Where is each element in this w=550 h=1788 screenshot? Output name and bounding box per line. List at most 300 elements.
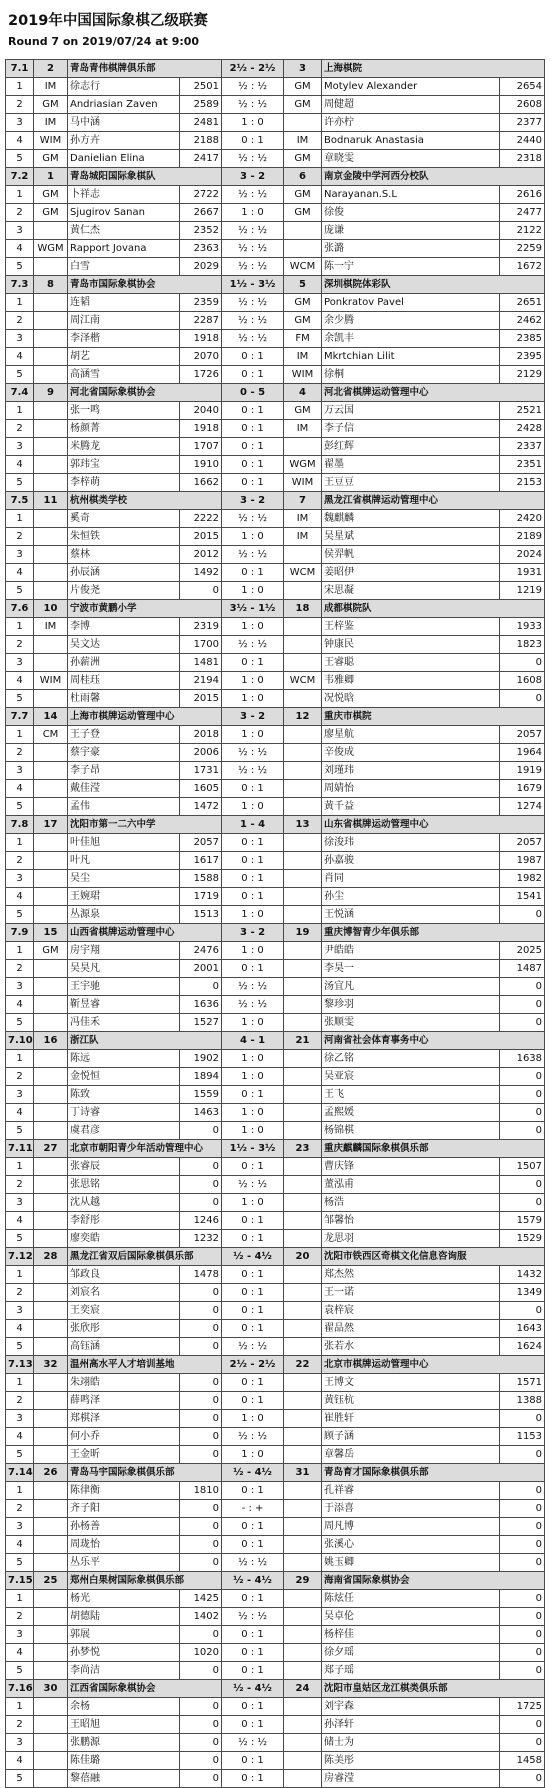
player1-title xyxy=(34,348,68,366)
player2-title xyxy=(284,1518,322,1536)
player1-rating: 1402 xyxy=(180,1608,222,1626)
player2-name: 章馨岳 xyxy=(322,1446,500,1464)
match-header-row xyxy=(6,1356,545,1374)
player1-title xyxy=(34,1536,68,1554)
player1-name: Andriasian Zaven xyxy=(68,96,180,114)
board-number: 1 xyxy=(6,726,34,744)
team1-number: 30 xyxy=(34,1680,68,1698)
player2-title xyxy=(284,1770,322,1788)
player1-name: 孙薪洲 xyxy=(68,654,180,672)
player1-rating: 1527 xyxy=(180,1014,222,1032)
board-row xyxy=(6,528,545,546)
player2-title xyxy=(284,1050,322,1068)
board-number: 4 xyxy=(6,996,34,1014)
player2-rating: 0 xyxy=(500,1608,545,1626)
player1-title xyxy=(34,1212,68,1230)
player1-title xyxy=(34,1482,68,1500)
team2-number: 3 xyxy=(284,60,322,78)
player2-name: 翟品然 xyxy=(322,1320,500,1338)
player2-title: WCM xyxy=(284,564,322,582)
board-result: 1 : 0 xyxy=(222,1194,284,1212)
player2-title xyxy=(284,1284,322,1302)
player1-name: 王子登 xyxy=(68,726,180,744)
player1-rating: 1707 xyxy=(180,438,222,456)
player1-rating: 2188 xyxy=(180,132,222,150)
player2-title xyxy=(284,1212,322,1230)
player2-title: WIM xyxy=(284,474,322,492)
board-row xyxy=(6,330,545,348)
board-row xyxy=(6,114,545,132)
player1-rating: 0 xyxy=(180,1392,222,1410)
player1-rating: 1662 xyxy=(180,474,222,492)
player1-rating: 2057 xyxy=(180,834,222,852)
player2-name: 王博文 xyxy=(322,1374,500,1392)
player1-title xyxy=(34,474,68,492)
player1-rating: 1719 xyxy=(180,888,222,906)
player2-rating: 0 xyxy=(500,1104,545,1122)
player2-rating: 0 xyxy=(500,1644,545,1662)
player1-name: 吴文达 xyxy=(68,636,180,654)
player2-title xyxy=(284,888,322,906)
player2-rating: 1919 xyxy=(500,762,545,780)
team1-number: 26 xyxy=(34,1464,68,1482)
player2-title: GM xyxy=(284,96,322,114)
match-score: 3 - 2 xyxy=(222,492,284,510)
board-number: 1 xyxy=(6,1590,34,1608)
match-number: 7.2 xyxy=(6,168,34,186)
player1-name: 丛源泉 xyxy=(68,906,180,924)
board-row xyxy=(6,366,545,384)
player2-name: 姚玉卿 xyxy=(322,1554,500,1572)
player1-rating: 2589 xyxy=(180,96,222,114)
team2-name: 山东省棋牌运动管理中心 xyxy=(322,816,545,834)
player2-title xyxy=(284,618,322,636)
player1-title xyxy=(34,1158,68,1176)
player2-name: 魏麒麟 xyxy=(322,510,500,528)
player1-rating: 1636 xyxy=(180,996,222,1014)
player1-title xyxy=(34,402,68,420)
team1-number: 1 xyxy=(34,168,68,186)
board-number: 4 xyxy=(6,348,34,366)
player1-name: 王婉珺 xyxy=(68,888,180,906)
board-row xyxy=(6,1302,545,1320)
player1-rating: 1731 xyxy=(180,762,222,780)
player2-rating: 1458 xyxy=(500,1752,545,1770)
player1-title xyxy=(34,438,68,456)
board-result: ½ : ½ xyxy=(222,636,284,654)
player1-rating: 0 xyxy=(180,1626,222,1644)
player2-name: 龙思羽 xyxy=(322,1230,500,1248)
player1-rating: 0 xyxy=(180,1338,222,1356)
board-number: 5 xyxy=(6,1554,34,1572)
board-row xyxy=(6,564,545,582)
player2-title xyxy=(284,1590,322,1608)
player1-rating: 1810 xyxy=(180,1482,222,1500)
player1-rating: 0 xyxy=(180,1662,222,1680)
board-result: ½ : ½ xyxy=(222,744,284,762)
player2-name: 房睿滢 xyxy=(322,1770,500,1788)
player2-rating: 1541 xyxy=(500,888,545,906)
board-number: 1 xyxy=(6,510,34,528)
player1-name: 张鹏源 xyxy=(68,1734,180,1752)
player2-rating: 1638 xyxy=(500,1050,545,1068)
player1-name: 周江南 xyxy=(68,312,180,330)
player1-title xyxy=(34,834,68,852)
board-row xyxy=(6,1626,545,1644)
player2-title xyxy=(284,1392,322,1410)
board-result: 0 : 1 xyxy=(222,1284,284,1302)
team2-name: 重庆麒麟国际象棋俱乐部 xyxy=(322,1140,545,1158)
team2-number: 21 xyxy=(284,1032,322,1050)
board-number: 3 xyxy=(6,1518,34,1536)
board-result: 0 : 1 xyxy=(222,1392,284,1410)
team2-number: 7 xyxy=(284,492,322,510)
board-result: ½ : ½ xyxy=(222,978,284,996)
match-header-row xyxy=(6,168,545,186)
board-row xyxy=(6,258,545,276)
player1-rating: 0 xyxy=(180,978,222,996)
player1-rating: 1463 xyxy=(180,1104,222,1122)
board-number: 4 xyxy=(6,1752,34,1770)
player1-name: 吴尘 xyxy=(68,870,180,888)
player1-name: 邹政良 xyxy=(68,1266,180,1284)
player2-title xyxy=(284,1500,322,1518)
player2-rating: 1679 xyxy=(500,780,545,798)
team1-number: 8 xyxy=(34,276,68,294)
match-score: ½ - 4½ xyxy=(222,1248,284,1266)
board-row xyxy=(6,150,545,168)
player2-name: 辛俊成 xyxy=(322,744,500,762)
player2-name: 王悦涵 xyxy=(322,906,500,924)
match-score: 1 - 4 xyxy=(222,816,284,834)
player2-name: 汤宜凡 xyxy=(322,978,500,996)
player2-rating: 0 xyxy=(500,1176,545,1194)
player1-title xyxy=(34,1770,68,1788)
player1-title: CM xyxy=(34,726,68,744)
board-result: 0 : 1 xyxy=(222,564,284,582)
board-number: 4 xyxy=(6,456,34,474)
match-number: 7.6 xyxy=(6,600,34,618)
player2-title: FM xyxy=(284,330,322,348)
player1-title: WIM xyxy=(34,672,68,690)
player2-rating: 2024 xyxy=(500,546,545,564)
board-result: ½ : ½ xyxy=(222,1734,284,1752)
player1-name: 虞君彦 xyxy=(68,1122,180,1140)
player1-name: 郭展 xyxy=(68,1626,180,1644)
player2-name: Bodnaruk Anastasia xyxy=(322,132,500,150)
player1-rating: 2417 xyxy=(180,150,222,168)
board-result: ½ : ½ xyxy=(222,1428,284,1446)
team2-name: 黑龙江省棋牌运动管理中心 xyxy=(322,492,545,510)
team1-number: 32 xyxy=(34,1356,68,1374)
board-result: ½ : ½ xyxy=(222,222,284,240)
player1-rating: 0 xyxy=(180,1428,222,1446)
board-result: ½ : ½ xyxy=(222,1176,284,1194)
board-row xyxy=(6,1428,545,1446)
player1-rating: 0 xyxy=(180,1698,222,1716)
board-number: 1 xyxy=(6,294,34,312)
board-row xyxy=(6,654,545,672)
board-result: ½ : ½ xyxy=(222,510,284,528)
player1-rating: 1700 xyxy=(180,636,222,654)
team2-name: 上海棋院 xyxy=(322,60,545,78)
player1-title xyxy=(34,1734,68,1752)
player1-name: Sjugirov Sanan xyxy=(68,204,180,222)
board-result: 0 : 1 xyxy=(222,1320,284,1338)
board-result: ½ : ½ xyxy=(222,294,284,312)
team1-name: 沈阳市第一二六中学 xyxy=(68,816,222,834)
player2-name: 孙泽轩 xyxy=(322,1716,500,1734)
player1-rating: 2501 xyxy=(180,78,222,96)
player1-name: 王奕宸 xyxy=(68,1302,180,1320)
match-score: 0 - 5 xyxy=(222,384,284,402)
match-header-row xyxy=(6,600,545,618)
team1-name: 青岛马宇国际象棋俱乐部 xyxy=(68,1464,222,1482)
team1-number: 28 xyxy=(34,1248,68,1266)
board-number: 2 xyxy=(6,960,34,978)
match-number: 7.1 xyxy=(6,60,34,78)
player2-title xyxy=(284,1266,322,1284)
board-row xyxy=(6,888,545,906)
player2-rating: 0 xyxy=(500,996,545,1014)
player2-title xyxy=(284,1158,322,1176)
team1-name: 青岛青伟棋牌俱乐部 xyxy=(68,60,222,78)
player2-name: 陈炫任 xyxy=(322,1590,500,1608)
team1-name: 黑龙江省双后国际象棋俱乐部 xyxy=(68,1248,222,1266)
team2-number: 19 xyxy=(284,924,322,942)
board-row xyxy=(6,240,545,258)
player2-title xyxy=(284,1698,322,1716)
board-row xyxy=(6,798,545,816)
board-number: 5 xyxy=(6,1338,34,1356)
player1-name: 孙杨善 xyxy=(68,1518,180,1536)
player1-rating: 1918 xyxy=(180,330,222,348)
board-number: 4 xyxy=(6,1536,34,1554)
player1-name: 陈致 xyxy=(68,1086,180,1104)
match-score: 3 - 2 xyxy=(222,924,284,942)
board-number: 2 xyxy=(6,636,34,654)
match-score: 2½ - 2½ xyxy=(222,1356,284,1374)
player1-name: 叶佳旭 xyxy=(68,834,180,852)
player1-title xyxy=(34,1590,68,1608)
player1-rating: 2029 xyxy=(180,258,222,276)
board-row xyxy=(6,780,545,798)
match-header-row xyxy=(6,276,545,294)
match-score: 1½ - 3½ xyxy=(222,1140,284,1158)
board-number: 2 xyxy=(6,204,34,222)
player2-name: 吴星斌 xyxy=(322,528,500,546)
team1-number: 10 xyxy=(34,600,68,618)
team2-number: 29 xyxy=(284,1572,322,1590)
team2-name: 深圳棋院体彩队 xyxy=(322,276,545,294)
player1-title xyxy=(34,1698,68,1716)
player1-rating: 2001 xyxy=(180,960,222,978)
team1-name: 青岛市国际象棋协会 xyxy=(68,276,222,294)
player1-name: 郭玮宝 xyxy=(68,456,180,474)
board-row xyxy=(6,1482,545,1500)
board-number: 4 xyxy=(6,1212,34,1230)
player2-name: 王豆豆 xyxy=(322,474,500,492)
player1-rating: 2070 xyxy=(180,348,222,366)
player2-name: 陈一宁 xyxy=(322,258,500,276)
player2-rating: 0 xyxy=(500,1590,545,1608)
player2-title xyxy=(284,852,322,870)
player2-title xyxy=(284,1626,322,1644)
board-number: 3 xyxy=(6,978,34,996)
board-result: 1 : 0 xyxy=(222,1122,284,1140)
board-number: 3 xyxy=(6,1086,34,1104)
board-result: 0 : 1 xyxy=(222,1302,284,1320)
board-number: 4 xyxy=(6,888,34,906)
player1-title xyxy=(34,852,68,870)
player1-title xyxy=(34,1014,68,1032)
player1-rating: 0 xyxy=(180,582,222,600)
player2-name: 张顺雯 xyxy=(322,1014,500,1032)
board-number: 1 xyxy=(6,1266,34,1284)
player1-name: 朱翊皓 xyxy=(68,1374,180,1392)
team2-number: 6 xyxy=(284,168,322,186)
board-number: 5 xyxy=(6,1122,34,1140)
player2-rating: 2616 xyxy=(500,186,545,204)
match-number: 7.16 xyxy=(6,1680,34,1698)
player2-title xyxy=(284,1554,322,1572)
team2-name: 青岛育才国际象棋俱乐部 xyxy=(322,1464,545,1482)
player1-name: 蔡宇豪 xyxy=(68,744,180,762)
board-number: 4 xyxy=(6,564,34,582)
board-result: ½ : ½ xyxy=(222,762,284,780)
board-row xyxy=(6,1410,545,1428)
player2-title xyxy=(284,1734,322,1752)
board-result: ½ : ½ xyxy=(222,546,284,564)
player1-name: 吴昊凡 xyxy=(68,960,180,978)
player2-title xyxy=(284,654,322,672)
player1-rating: 0 xyxy=(180,1518,222,1536)
player1-rating: 0 xyxy=(180,1446,222,1464)
board-number: 5 xyxy=(6,1230,34,1248)
player2-name: Mkrtchian Lilit xyxy=(322,348,500,366)
board-row xyxy=(6,1230,545,1248)
board-result: 0 : 1 xyxy=(222,1086,284,1104)
player1-name: 周珑怡 xyxy=(68,1536,180,1554)
board-number: 4 xyxy=(6,1320,34,1338)
board-number: 2 xyxy=(6,96,34,114)
player2-name: 徐俊 xyxy=(322,204,500,222)
player2-name: 黎珍羽 xyxy=(322,996,500,1014)
player1-name: 陈佳璐 xyxy=(68,1752,180,1770)
player2-name: 周婧怡 xyxy=(322,780,500,798)
player2-name: 许亦柠 xyxy=(322,114,500,132)
player2-rating: 2651 xyxy=(500,294,545,312)
player2-name: 余少腾 xyxy=(322,312,500,330)
player2-name: 袁梓宸 xyxy=(322,1302,500,1320)
team2-name: 南京金陵中学河西分校队 xyxy=(322,168,545,186)
board-row xyxy=(6,1338,545,1356)
player1-title: IM xyxy=(34,618,68,636)
player2-name: 陈美彤 xyxy=(322,1752,500,1770)
match-header-row xyxy=(6,1464,545,1482)
player1-name: 胡德陆 xyxy=(68,1608,180,1626)
match-header-row xyxy=(6,816,545,834)
player2-name: 刘瑾玮 xyxy=(322,762,500,780)
board-number: 3 xyxy=(6,222,34,240)
team1-name: 青岛城阳国际象棋队 xyxy=(68,168,222,186)
board-result: 0 : 1 xyxy=(222,1482,284,1500)
player1-rating: 2359 xyxy=(180,294,222,312)
board-result: ½ : ½ xyxy=(222,996,284,1014)
player1-title xyxy=(34,510,68,528)
board-row xyxy=(6,636,545,654)
player2-rating: 1388 xyxy=(500,1392,545,1410)
player1-rating: 2012 xyxy=(180,546,222,564)
player2-rating: 2462 xyxy=(500,312,545,330)
board-number: 3 xyxy=(6,654,34,672)
player2-name: 张潞 xyxy=(322,240,500,258)
board-number: 5 xyxy=(6,366,34,384)
board-number: 5 xyxy=(6,150,34,168)
player2-name: 孔祥睿 xyxy=(322,1482,500,1500)
player2-title xyxy=(284,1482,322,1500)
player1-name: 高涵雪 xyxy=(68,366,180,384)
board-number: 4 xyxy=(6,780,34,798)
player2-title xyxy=(284,726,322,744)
board-row xyxy=(6,1500,545,1518)
player2-rating: 2440 xyxy=(500,132,545,150)
player1-title xyxy=(34,1446,68,1464)
board-number: 4 xyxy=(6,672,34,690)
player2-title xyxy=(284,798,322,816)
player2-name: 曹庆锋 xyxy=(322,1158,500,1176)
team1-number: 9 xyxy=(34,384,68,402)
board-result: ½ : ½ xyxy=(222,330,284,348)
player1-title xyxy=(34,1320,68,1338)
match-header-row xyxy=(6,1140,545,1158)
player2-title: GM xyxy=(284,150,322,168)
board-result: ½ : ½ xyxy=(222,150,284,168)
player2-name: 张若水 xyxy=(322,1338,500,1356)
player1-name: 孙梦悦 xyxy=(68,1644,180,1662)
player2-rating: 1964 xyxy=(500,744,545,762)
team2-number: 22 xyxy=(284,1356,322,1374)
team2-number: 13 xyxy=(284,816,322,834)
player1-name: 张睿辰 xyxy=(68,1158,180,1176)
player1-rating: 1726 xyxy=(180,366,222,384)
board-number: 3 xyxy=(6,1626,34,1644)
player2-title xyxy=(284,582,322,600)
player2-rating: 0 xyxy=(500,1482,545,1500)
player2-title: IM xyxy=(284,528,322,546)
board-row xyxy=(6,942,545,960)
player2-title xyxy=(284,1230,322,1248)
player2-title xyxy=(284,1608,322,1626)
player1-rating: 2352 xyxy=(180,222,222,240)
board-number: 5 xyxy=(6,1446,34,1464)
team2-name: 成都棋院队 xyxy=(322,600,545,618)
player2-name: 黄钰杭 xyxy=(322,1392,500,1410)
board-result: 0 : 1 xyxy=(222,438,284,456)
player2-rating: 1987 xyxy=(500,852,545,870)
player2-rating: 2395 xyxy=(500,348,545,366)
player1-rating: 0 xyxy=(180,1716,222,1734)
board-row xyxy=(6,222,545,240)
board-row xyxy=(6,294,545,312)
board-row xyxy=(6,1770,545,1788)
match-score: 3½ - 1½ xyxy=(222,600,284,618)
player2-title xyxy=(284,114,322,132)
player1-name: 徐志行 xyxy=(68,78,180,96)
board-number: 3 xyxy=(6,1734,34,1752)
team2-name: 河南省社会体育事务中心 xyxy=(322,1032,545,1050)
player1-title xyxy=(34,1752,68,1770)
